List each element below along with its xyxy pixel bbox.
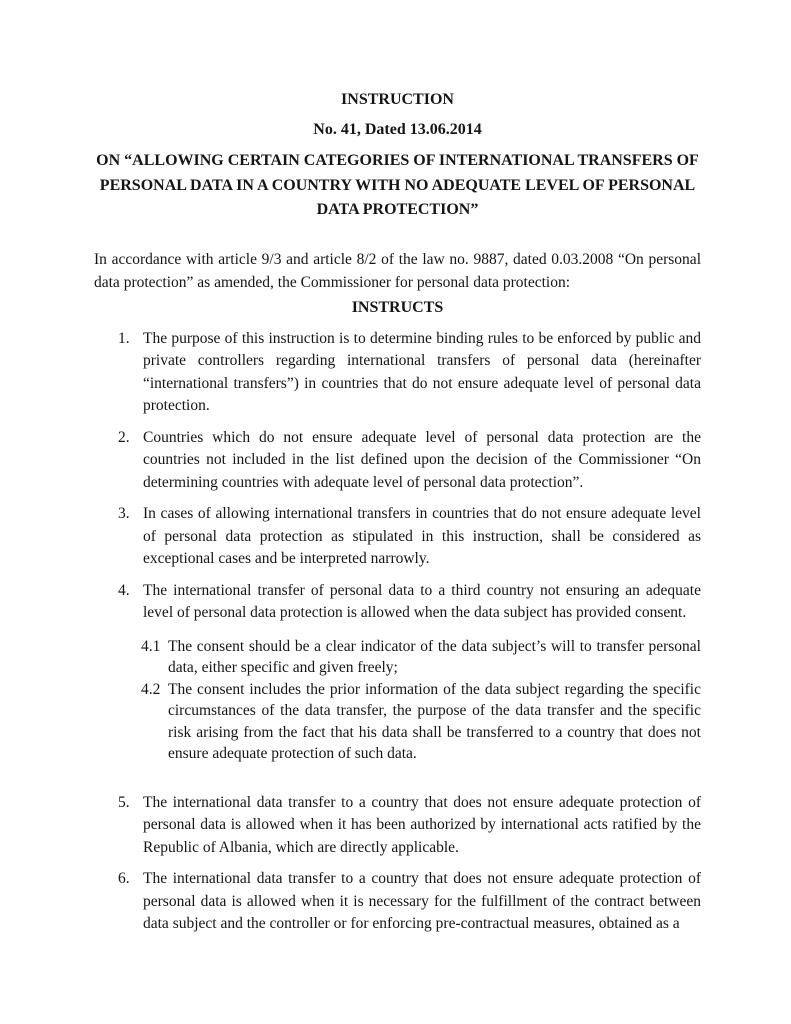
instruction-item-6: [94, 868, 701, 936]
subitem-number: 4.2: [141, 680, 161, 698]
document-number-date: No. 41, Dated 13.06.2014: [313, 121, 482, 138]
item-text: The international transfer of personal data to a third country not ensuring an adequate level of personal data protection is allowed when the data subject has provided consent.: [143, 581, 701, 621]
item-text: In cases of allowing international transfers in countries that do not ensure adequate level of personal data protection as stipulated in this instruction, shall be considered as exceptional cases and be interpreted narrowly.: [143, 505, 701, 567]
item-text: Countries which do not ensure adequate level of personal data protection are the countries not included in the list defined upon the decision of the Commissioner “On determining countries with adequate level of personal data protection”.: [143, 428, 701, 491]
document-heading: INSTRUCTION: [341, 91, 454, 108]
subitem-text: The consent should be a clear indicator of the data subject’s will to transfer personal data, either specific and given freely;: [168, 637, 701, 676]
instruction-item-2: [94, 427, 701, 495]
item-text: The purpose of this instruction is to determine binding rules to be enforced by public and private controllers regarding international transfers of personal data (hereinafter “international transfers”) in countries that do not ensure adequate level of personal data protection.: [143, 329, 701, 414]
item-number: 3.: [118, 505, 130, 522]
instruction-item-3: [94, 503, 701, 571]
instruction-item-1: [94, 328, 701, 418]
item-number: 4.: [118, 581, 130, 599]
instruction-item-5: [94, 792, 701, 860]
item-number: 5.: [118, 793, 130, 811]
instruction-subitem-list: [143, 636, 701, 765]
instruction-subitem-4-1: [143, 636, 701, 679]
subitem-text: The consent includes the prior information of the data subject regarding the specific circumstances of the data transfer, the purpose of the data transfer and the specific risk arising from the fact that his data shall be transferred to a country that does not ensure adequate protection of such data.: [168, 680, 701, 762]
intro-paragraph: In accordance with article 9/3 and article 8/2 of the law no. 9887, dated 0.03.2008 “On personal data protection” as amended, the Commissioner for personal data protection:: [94, 250, 701, 291]
instruction-item-4: [94, 580, 701, 765]
instruction-list: [94, 328, 701, 936]
subitem-number: 4.1: [141, 637, 161, 655]
item-text: The international data transfer to a country that does not ensure adequate protection of personal data is allowed when it is necessary for the fulfillment of the contract between data subject and the controller or for enforcing pre-contractual measures, obtained as a: [143, 870, 701, 932]
document-header: [94, 90, 701, 223]
item-body: [143, 580, 701, 765]
item-number: 2.: [118, 428, 130, 446]
item-number: 6.: [118, 870, 130, 887]
item-number: 1.: [118, 329, 130, 347]
instruction-subitem-4-2: [143, 679, 701, 765]
item-text: The international data transfer to a country that does not ensure adequate protection of personal data is allowed when it has been authorized by international acts ratified by the Republic of Albania, which are directly applicable.: [143, 793, 701, 856]
instructs-label: INSTRUCTS: [351, 298, 444, 316]
document-title: ON “ALLOWING CERTAIN CATEGORIES OF INTERNATIONAL TRANSFERS OF PERSONAL DATA IN A COUNTRY WITH NO ADEQUATE LEVEL OF PERSONAL DATA PROTECTION”: [96, 152, 699, 218]
